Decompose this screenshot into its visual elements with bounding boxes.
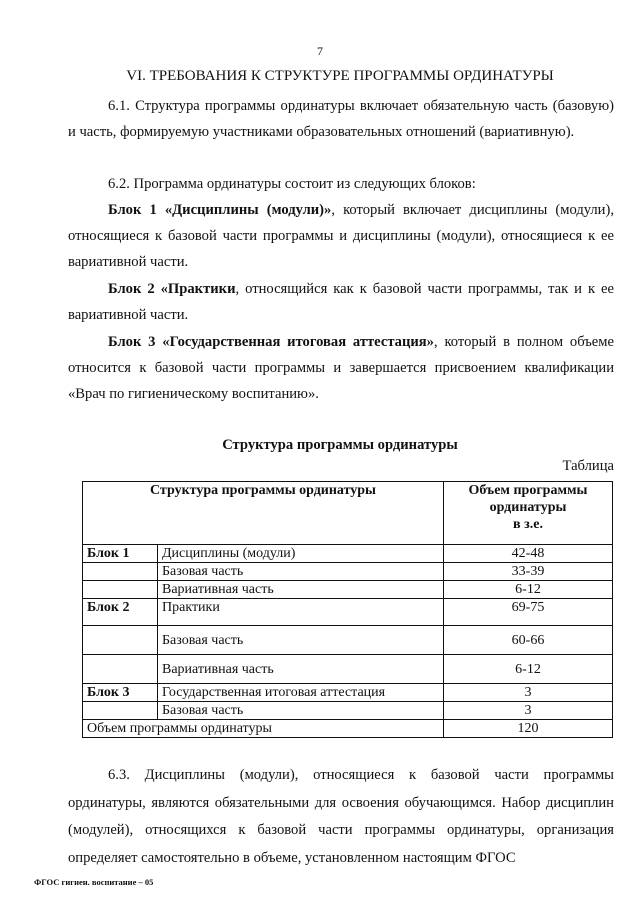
total-value-cell: 120 — [444, 720, 613, 738]
header-volume — [444, 482, 613, 545]
page-number: 7 — [317, 44, 323, 58]
name-cell: Вариативная часть — [158, 655, 444, 684]
block-cell: Блок 1 — [83, 545, 158, 563]
block-cell: Блок 2 — [83, 599, 158, 626]
table-row — [83, 563, 613, 581]
name-cell: Базовая часть — [158, 626, 444, 655]
name-cell: Базовая часть — [158, 702, 444, 720]
block-cell — [83, 655, 158, 684]
block-cell: Блок 3 — [83, 684, 158, 702]
paragraph-6-2: 6.2. Программа ординатуры состоит из следующих блоков: — [108, 176, 476, 192]
table-label: Таблица — [562, 458, 614, 474]
name-cell: Государственная итоговая аттестация — [158, 684, 444, 702]
block-cell — [83, 581, 158, 599]
section-title: VI. ТРЕБОВАНИЯ К СТРУКТУРЕ ПРОГРАММЫ ОРДИНАТУРЫ — [126, 68, 554, 84]
footer-note: ФГОС гигиен. воспитание – 05 — [34, 877, 154, 887]
header-volume-line1: Объем программы — [468, 483, 588, 498]
header-volume-line3: в з.е. — [513, 517, 543, 532]
block-2-text: , относящийся как к базовой части программы, так и к ее вариативной части. — [68, 281, 614, 323]
paragraph-6-3: 6.3. Дисциплины (модули), относящиеся к базовой части программы ординатуры, являются обязательными для освоения обучающимся. Набор дисциплин (модулей), относящихся к базовой части программы ординатуры, организация определяет самостоятельно в объеме, установленном настоящим ФГОС — [68, 767, 614, 866]
value-cell: 42-48 — [444, 545, 613, 563]
table-header-row — [83, 482, 613, 545]
table-row — [83, 655, 613, 684]
table-row — [83, 684, 613, 702]
value-cell: 6-12 — [444, 581, 613, 599]
header-volume-line2: ординатуры — [489, 500, 567, 515]
header-structure: Структура программы ординатуры — [83, 482, 444, 545]
name-cell: Вариативная часть — [158, 581, 444, 599]
block-1-title: Блок 1 «Дисциплины (модули)» — [108, 202, 332, 218]
value-cell: 69-75 — [444, 599, 613, 626]
table-caption: Структура программы ординатуры — [222, 437, 458, 453]
block-cell — [83, 702, 158, 720]
block-cell — [83, 563, 158, 581]
table-row — [83, 545, 613, 563]
name-cell: Практики — [158, 599, 444, 626]
table-row — [83, 599, 613, 626]
value-cell: 33-39 — [444, 563, 613, 581]
structure-table — [82, 481, 613, 738]
table-row — [83, 702, 613, 720]
name-cell: Базовая часть — [158, 563, 444, 581]
paragraph-6-1: 6.1. Структура программы ординатуры включает обязательную часть (базовую) и часть, формируемую участниками образовательных отношений (вариативную). — [68, 98, 614, 140]
paragraph-block-2 — [68, 276, 614, 328]
block-3-text: , который в полном объеме относится к базовой части программы и завершается присвоением квалификации «Врач по гигиеническому воспитанию». — [68, 334, 614, 402]
name-cell: Дисциплины (модули) — [158, 545, 444, 563]
paragraph-block-3 — [68, 329, 614, 407]
value-cell: 60-66 — [444, 626, 613, 655]
value-cell: 3 — [444, 684, 613, 702]
total-label-cell: Объем программы ординатуры — [83, 720, 444, 738]
table-total-row — [83, 720, 613, 738]
table-row — [83, 581, 613, 599]
block-3-title: Блок 3 «Государственная итоговая аттестация» — [108, 334, 434, 350]
paragraph-block-1 — [68, 197, 614, 275]
table-row — [83, 626, 613, 655]
block-2-title: Блок 2 «Практики — [108, 281, 236, 297]
block-cell — [83, 626, 158, 655]
block-1-text: , который включает дисциплины (модули), относящиеся к базовой части программы и дисциплины (модули), относящиеся к ее вариативной части. — [68, 202, 615, 270]
value-cell: 3 — [444, 702, 613, 720]
value-cell: 6-12 — [444, 655, 613, 684]
